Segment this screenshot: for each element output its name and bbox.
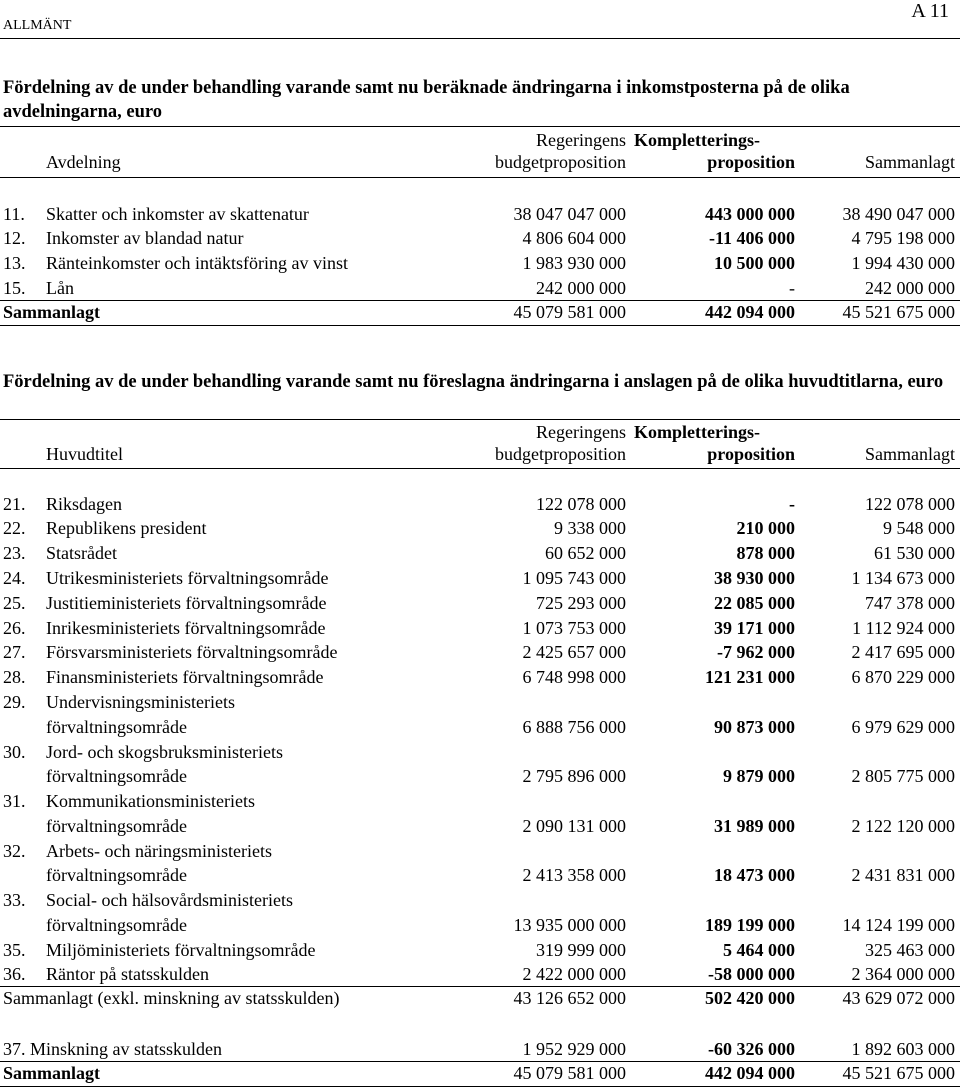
total-supplementary-value: 442 094 000 <box>705 302 795 322</box>
row-number: 31. <box>3 791 26 811</box>
row-total-value: 2 431 831 000 <box>851 865 955 885</box>
debt-supplementary-value: -60 326 000 <box>708 1039 795 1059</box>
table1-col1-header-b: budgetproposition <box>495 152 626 172</box>
row-label: Skatter och inkomster av skattenatur <box>46 204 309 224</box>
row-number: 11. <box>3 204 25 224</box>
table2-row <box>0 888 960 912</box>
debt-sum-value: 1 892 603 000 <box>851 1039 955 1059</box>
row-supplementary-value: - <box>789 278 795 298</box>
subtotal-label: Sammanlagt (exkl. minskning av statsskulden) <box>3 988 340 1008</box>
table2-row-continuation <box>0 913 960 937</box>
total-sum-value: 45 521 675 000 <box>842 302 955 322</box>
total-label: Sammanlagt <box>3 302 101 322</box>
row-label-continuation: förvaltningsområde <box>46 816 187 836</box>
table2-row <box>0 938 960 962</box>
row-total-value: 6 979 629 000 <box>851 717 955 737</box>
row-total-value: 6 870 229 000 <box>851 667 955 687</box>
table2-debt-row <box>0 1037 960 1061</box>
row-number: 33. <box>3 890 26 910</box>
row-budget-value: 13 935 000 000 <box>513 915 626 935</box>
row-label: Lån <box>46 278 74 298</box>
classification-label: ALLMÄNT <box>3 18 72 33</box>
table1-col2-header-b: proposition <box>707 152 795 172</box>
row-number: 24. <box>3 568 26 588</box>
subtotal-supplementary-value: 502 420 000 <box>705 988 795 1008</box>
row-label: Kommunikationsministeriets <box>46 791 255 811</box>
row-budget-value: 1 095 743 000 <box>522 568 626 588</box>
row-total-value: 242 000 000 <box>865 278 955 298</box>
table2-row <box>0 492 960 516</box>
total-sum-value: 45 521 675 000 <box>842 1063 955 1083</box>
table2-row <box>0 789 960 813</box>
row-budget-value: 6 888 756 000 <box>522 717 626 737</box>
row-label: Inkomster av blandad natur <box>46 228 244 248</box>
row-label: Försvarsministeriets förvaltningsområde <box>46 642 338 662</box>
row-budget-value: 38 047 047 000 <box>513 204 626 224</box>
row-label: Räntor på statsskulden <box>46 964 209 984</box>
row-total-value: 9 548 000 <box>883 518 955 538</box>
table1-col1-header-a: Regeringens <box>536 130 626 150</box>
row-budget-value: 6 748 998 000 <box>522 667 626 687</box>
row-budget-value: 1 073 753 000 <box>522 618 626 638</box>
row-total-value: 2 122 120 000 <box>851 816 955 836</box>
row-budget-value: 2 425 657 000 <box>522 642 626 662</box>
table2-row <box>0 616 960 640</box>
row-label: Utrikesministeriets förvaltningsområde <box>46 568 329 588</box>
row-number: 28. <box>3 667 26 687</box>
table2-total-row <box>0 1061 960 1085</box>
row-total-value: 325 463 000 <box>865 940 955 960</box>
total-budget-value: 45 079 581 000 <box>513 1063 626 1083</box>
row-total-value: 1 134 673 000 <box>851 568 955 588</box>
row-label: Statsrådet <box>46 543 117 563</box>
row-label: Social- och hälsovårdsministeriets <box>46 890 293 910</box>
row-budget-value: 2 413 358 000 <box>522 865 626 885</box>
row-number: 36. <box>3 964 26 984</box>
row-supplementary-value: 31 989 000 <box>714 816 795 836</box>
row-supplementary-value: 210 000 <box>736 518 795 538</box>
row-total-value: 747 378 000 <box>865 593 955 613</box>
row-budget-value: 319 999 000 <box>536 940 626 960</box>
table2-subtotal-row <box>0 986 960 1010</box>
row-supplementary-value: 443 000 000 <box>705 204 795 224</box>
row-budget-value: 725 293 000 <box>536 593 626 613</box>
row-number: 30. <box>3 742 26 762</box>
row-label: Finansministeriets förvaltningsområde <box>46 667 324 687</box>
row-budget-value: 2 090 131 000 <box>522 816 626 836</box>
debt-budget-value: 1 952 929 000 <box>522 1039 626 1059</box>
table2-bottom-rule <box>0 1086 960 1087</box>
subtotal-budget-value: 43 126 652 000 <box>513 988 626 1008</box>
row-supplementary-value: 121 231 000 <box>705 667 795 687</box>
table1-title: Fördelning av de under behandling varande samt nu beräknade ändringarna i inkomstposterna på de olika avdelningarna, euro <box>3 78 850 122</box>
row-budget-value: 2 422 000 000 <box>522 964 626 984</box>
table2-row <box>0 690 960 714</box>
row-supplementary-value: 38 930 000 <box>714 568 795 588</box>
subtotal-sum-value: 43 629 072 000 <box>842 988 955 1008</box>
table2-row <box>0 839 960 863</box>
table1-row <box>0 251 960 275</box>
row-supplementary-value: 9 879 000 <box>723 766 795 786</box>
row-number: 21. <box>3 494 26 514</box>
row-supplementary-value: 189 199 000 <box>705 915 795 935</box>
row-number: 27. <box>3 642 26 662</box>
row-budget-value: 1 983 930 000 <box>522 253 626 273</box>
debt-label: 37. Minskning av statsskulden <box>3 1039 222 1059</box>
row-label: Justitieministeriets förvaltningsområde <box>46 593 327 613</box>
row-supplementary-value: 10 500 000 <box>714 253 795 273</box>
row-number: 29. <box>3 692 26 712</box>
row-total-value: 4 795 198 000 <box>851 228 955 248</box>
row-label: Undervisningsministeriets <box>46 692 235 712</box>
row-supplementary-value: 39 171 000 <box>714 618 795 638</box>
table2-header-rule <box>0 468 960 469</box>
table2-col-label: Huvudtitel <box>46 444 123 464</box>
table2-row <box>0 566 960 590</box>
row-budget-value: 2 795 896 000 <box>522 766 626 786</box>
row-label-continuation: förvaltningsområde <box>46 766 187 786</box>
row-number: 22. <box>3 518 26 538</box>
table1-col2-header-a: Kompletterings- <box>634 130 760 150</box>
table2-row-continuation <box>0 814 960 838</box>
row-supplementary-value: 90 873 000 <box>714 717 795 737</box>
total-supplementary-value: 442 094 000 <box>705 1063 795 1083</box>
row-supplementary-value: - <box>789 494 795 514</box>
row-total-value: 14 124 199 000 <box>842 915 955 935</box>
row-supplementary-value: 5 464 000 <box>723 940 795 960</box>
header-rule <box>0 38 960 39</box>
row-number: 12. <box>3 228 26 248</box>
table1-col3-header: Sammanlagt <box>865 152 955 172</box>
row-total-value: 38 490 047 000 <box>842 204 955 224</box>
row-total-value: 1 112 924 000 <box>852 618 955 638</box>
row-budget-value: 122 078 000 <box>536 494 626 514</box>
table2-row-continuation <box>0 715 960 739</box>
row-number: 35. <box>3 940 26 960</box>
row-supplementary-value: 18 473 000 <box>714 865 795 885</box>
table2-row <box>0 740 960 764</box>
row-supplementary-value: 878 000 <box>736 543 795 563</box>
table2-title: Fördelning av de under behandling varande samt nu föreslagna ändringarna i anslagen på de olika huvudtitlarna, euro <box>3 372 944 392</box>
table2-row-continuation <box>0 863 960 887</box>
table2-row <box>0 962 960 986</box>
row-total-value: 1 994 430 000 <box>851 253 955 273</box>
row-number: 15. <box>3 278 26 298</box>
row-number: 32. <box>3 841 26 861</box>
table2-row <box>0 516 960 540</box>
row-label-continuation: förvaltningsområde <box>46 865 187 885</box>
table2-row <box>0 640 960 664</box>
row-total-value: 2 805 775 000 <box>851 766 955 786</box>
row-total-value: 2 417 695 000 <box>851 642 955 662</box>
table1-bottom-rule <box>0 325 960 326</box>
table2-row <box>0 591 960 615</box>
row-total-value: 2 364 000 000 <box>851 964 955 984</box>
row-label: Republikens president <box>46 518 207 538</box>
table1-row <box>0 202 960 226</box>
table1-header-rule <box>0 177 960 178</box>
table2-col3-header: Sammanlagt <box>865 444 955 464</box>
row-total-value: 122 078 000 <box>865 494 955 514</box>
total-budget-value: 45 079 581 000 <box>513 302 626 322</box>
table2-row <box>0 665 960 689</box>
row-label: Inrikesministeriets förvaltningsområde <box>46 618 326 638</box>
table1-total-row <box>0 300 960 324</box>
row-label: Miljöministeriets förvaltningsområde <box>46 940 316 960</box>
table1-row <box>0 226 960 250</box>
table1-row <box>0 276 960 300</box>
row-number: 23. <box>3 543 26 563</box>
row-label: Jord- och skogsbruksministeriets <box>46 742 283 762</box>
row-budget-value: 242 000 000 <box>536 278 626 298</box>
row-supplementary-value: -58 000 000 <box>708 964 795 984</box>
table1-top-rule <box>0 126 960 127</box>
row-budget-value: 60 652 000 <box>545 543 626 563</box>
table2-top-rule <box>0 419 960 420</box>
page-id: A 11 <box>911 0 949 22</box>
table2-col1-header-a: Regeringens <box>536 422 626 442</box>
table2-row-continuation <box>0 764 960 788</box>
row-number: 25. <box>3 593 26 613</box>
table1-col-label: Avdelning <box>46 152 121 172</box>
row-label: Riksdagen <box>46 494 122 514</box>
table2-col2-header-b: proposition <box>707 444 795 464</box>
row-number: 26. <box>3 618 26 638</box>
row-total-value: 61 530 000 <box>874 543 955 563</box>
table2-row <box>0 541 960 565</box>
row-supplementary-value: 22 085 000 <box>714 593 795 613</box>
row-number: 13. <box>3 253 26 273</box>
row-label-continuation: förvaltningsområde <box>46 717 187 737</box>
row-budget-value: 4 806 604 000 <box>522 228 626 248</box>
row-supplementary-value: -11 406 000 <box>708 228 795 248</box>
row-label-continuation: förvaltningsområde <box>46 915 187 935</box>
table2-col2-header-a: Kompletterings- <box>634 422 760 442</box>
row-supplementary-value: -7 962 000 <box>717 642 795 662</box>
table2-col1-header-b: budgetproposition <box>495 444 626 464</box>
total-label: Sammanlagt <box>3 1063 101 1083</box>
row-label: Arbets- och näringsministeriets <box>46 841 272 861</box>
row-label: Ränteinkomster och intäktsföring av vinst <box>46 253 348 273</box>
row-budget-value: 9 338 000 <box>554 518 626 538</box>
